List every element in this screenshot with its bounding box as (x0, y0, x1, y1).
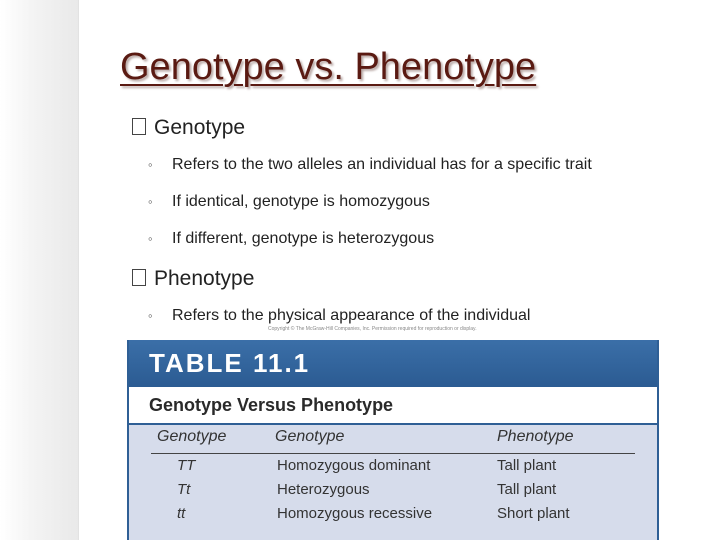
sub-bullet-text: If identical, genotype is homozygous (172, 193, 430, 210)
column-header: Genotype (275, 428, 345, 445)
circle-bullet-icon: ◦ (148, 157, 153, 172)
table-title: Genotype Versus Phenotype (129, 387, 657, 425)
table-cell: TT (177, 457, 196, 474)
circle-bullet-icon: ◦ (148, 231, 153, 246)
table-label: TABLE 11.1 (129, 340, 657, 387)
table-cell: Tall plant (497, 457, 557, 474)
sub-bullet (148, 307, 530, 325)
checkbox-bullet-icon (132, 118, 146, 135)
sub-bullet (148, 156, 592, 174)
table-cell: Heterozygous (277, 481, 370, 498)
checkbox-bullet-icon (132, 269, 146, 286)
header-rule (151, 453, 635, 454)
column-header: Genotype (157, 428, 227, 445)
sub-bullet (148, 230, 434, 248)
sub-bullet-text: Refers to the two alleles an individual has for a specific trait (172, 156, 592, 173)
table-cell: Homozygous recessive (277, 505, 433, 522)
table-cell: Short plant (497, 505, 570, 522)
sub-bullet (148, 193, 430, 211)
circle-bullet-icon: ◦ (148, 194, 153, 209)
table-cell: Homozygous dominant (277, 457, 431, 474)
table-figure (127, 340, 659, 540)
sub-bullet-text: If different, genotype is heterozygous (172, 230, 435, 247)
table-cell: Tall plant (497, 481, 557, 498)
bullet-phenotype (132, 267, 254, 291)
circle-bullet-icon: ◦ (148, 308, 153, 323)
bullet-phenotype-label: Phenotype (154, 267, 255, 290)
table-cell: tt (177, 505, 186, 522)
table-body (129, 425, 657, 540)
bullet-genotype-label: Genotype (154, 116, 246, 139)
left-divider-line (78, 0, 79, 540)
left-decorative-band (0, 0, 78, 540)
column-header: Phenotype (497, 428, 574, 445)
bullet-genotype (132, 116, 245, 140)
copyright-notice: Copyright © The McGraw-Hill Companies, Inc. Permission required for reproduction or display. (268, 326, 477, 332)
slide-title: Genotype vs. Phenotype (120, 46, 537, 88)
sub-bullet-text: Refers to the physical appearance of the individual (172, 307, 531, 324)
table-cell: Tt (177, 481, 191, 498)
